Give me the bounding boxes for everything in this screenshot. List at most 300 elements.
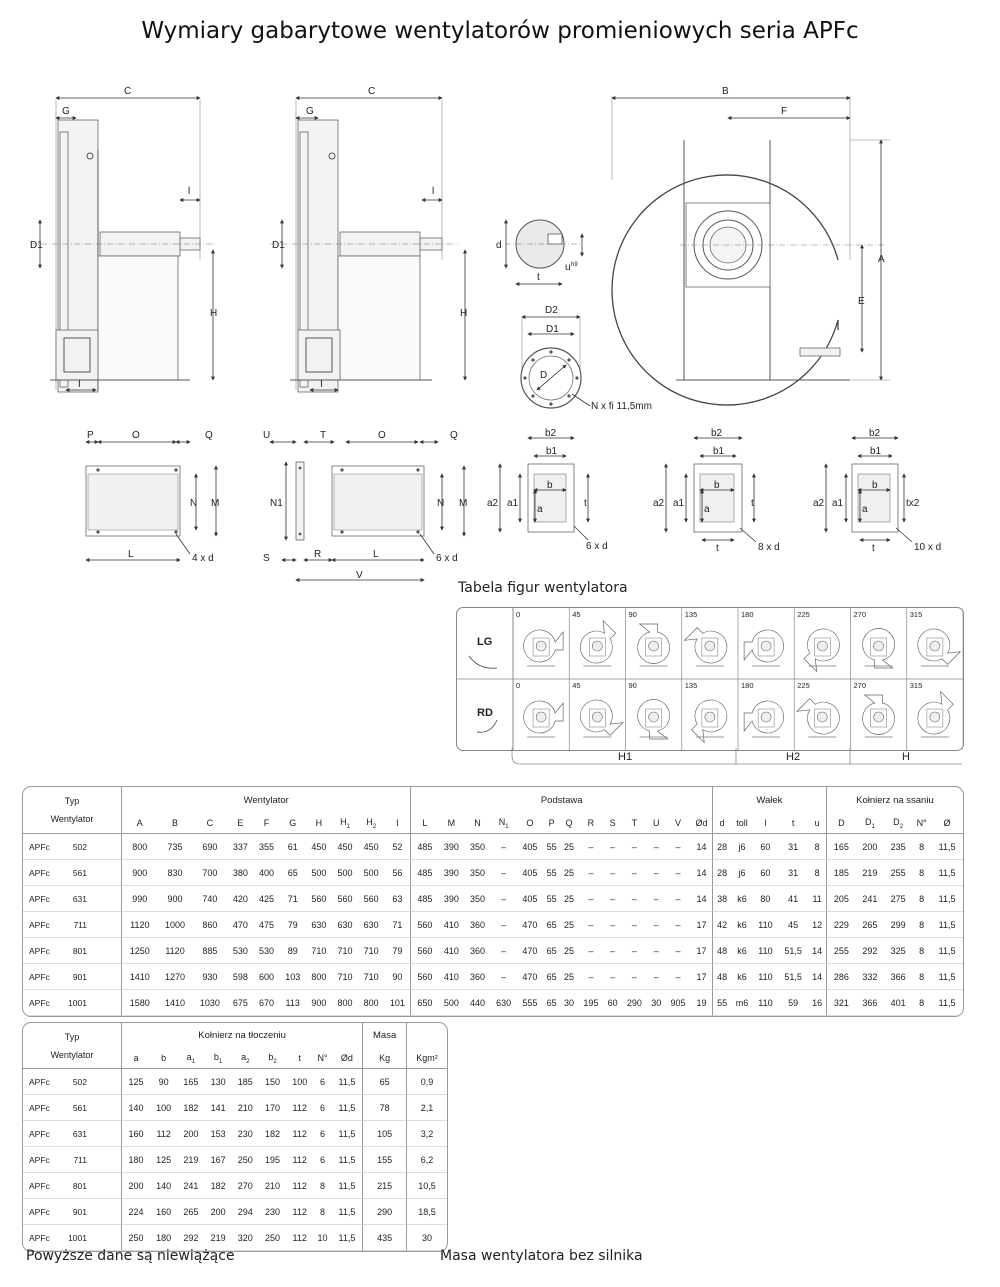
table-cell: 30 <box>406 1225 447 1251</box>
table-cell: 19 <box>691 990 712 1016</box>
table-cell: 630 <box>358 912 384 938</box>
table-cell: 1410 <box>158 990 193 1016</box>
table-cell: 200 <box>121 1173 150 1199</box>
table-cell: 182 <box>177 1095 204 1121</box>
page-title: Wymiary gabarytowe wentylatorów promieniowych seria APFc <box>141 18 859 44</box>
table-cell: 14 <box>691 860 712 886</box>
table-cell: k6 <box>731 964 753 990</box>
table-cell: 299 <box>884 912 912 938</box>
fan-orientation-icon <box>574 693 625 744</box>
table-cell: 401 <box>884 990 912 1016</box>
table-cell: 710 <box>358 964 384 990</box>
column-header: t <box>778 813 809 834</box>
table-cell: 630 <box>306 912 332 938</box>
label-C: C <box>124 86 132 97</box>
table-cell: k6 <box>731 938 753 964</box>
table-row <box>23 990 963 1016</box>
table-row <box>23 1173 447 1199</box>
angle-label: 270 <box>853 681 867 690</box>
table-cell: 8 <box>313 1199 331 1225</box>
table-cell: 0,9 <box>406 1069 447 1095</box>
table-cell: 112 <box>286 1173 313 1199</box>
table-cell: – <box>648 964 665 990</box>
table-cell: 11,5 <box>931 860 963 886</box>
table-cell: 12 <box>808 912 825 938</box>
angle-label: 90 <box>628 681 637 690</box>
table-cell: 255 <box>884 860 912 886</box>
table-row <box>23 834 963 860</box>
table-cell: 265 <box>177 1199 204 1225</box>
table-cell: 360 <box>464 912 490 938</box>
table-cell: – <box>491 834 517 860</box>
table-cell: 195 <box>259 1147 286 1173</box>
table-cell: – <box>604 886 621 912</box>
table-cell: 112 <box>286 1199 313 1225</box>
label-D1-2: D1 <box>272 240 285 251</box>
table-cell: 740 <box>192 886 227 912</box>
table-row <box>23 938 963 964</box>
label-R: R <box>314 549 322 560</box>
label-u-h9: h9 <box>571 262 578 268</box>
label-6xd-flange: 6 x d <box>586 541 608 552</box>
label-L: L <box>128 549 134 560</box>
row-type: APFc 502 <box>23 1069 121 1095</box>
label-t: t <box>537 272 540 283</box>
label-Nfi: N x fi 11,5mm <box>591 401 652 412</box>
table-cell: 185 <box>826 860 856 886</box>
table-cell: 235 <box>884 834 912 860</box>
angle-label: 315 <box>909 681 923 690</box>
angle-label: 315 <box>909 610 923 619</box>
table-cell: 337 <box>227 834 253 860</box>
table-cell: 292 <box>177 1225 204 1251</box>
column-header: Q <box>560 813 577 834</box>
table-cell: 420 <box>227 886 253 912</box>
table-cell: 255 <box>826 938 856 964</box>
table-cell: 555 <box>517 990 543 1016</box>
table-cell: 1120 <box>121 912 158 938</box>
table-cell: 71 <box>280 886 306 912</box>
table-cell: 8 <box>313 1173 331 1199</box>
table-cell: 1270 <box>158 964 193 990</box>
front-view <box>612 86 890 405</box>
table-cell: 110 <box>753 990 778 1016</box>
angle-label: 90 <box>628 610 637 619</box>
table-cell: 215 <box>362 1173 406 1199</box>
table-cell: 350 <box>464 834 490 860</box>
table-cell: 8 <box>912 938 931 964</box>
table-cell: 112 <box>286 1225 313 1251</box>
fan-orientation-icon <box>796 690 847 741</box>
angle-label: 135 <box>684 681 698 690</box>
table-cell: – <box>665 938 691 964</box>
label-t-flange: t <box>584 498 587 509</box>
table-cell: 990 <box>121 886 158 912</box>
figure-table-groups <box>456 748 962 770</box>
table-cell: 560 <box>306 886 332 912</box>
column-header: $H_2$ <box>358 813 384 834</box>
row-type: APFc 801 <box>23 938 121 964</box>
fan-orientation-icon <box>863 695 895 737</box>
table-cell: 90 <box>150 1069 177 1095</box>
table-cell: 440 <box>464 990 490 1016</box>
figure-table-grid <box>457 608 963 750</box>
row-type: APFc 631 <box>23 886 121 912</box>
table-cell: 125 <box>121 1069 150 1095</box>
table-cell: 710 <box>332 938 358 964</box>
table-row <box>23 860 963 886</box>
table-cell: 800 <box>332 990 358 1016</box>
table-cell: 48 <box>712 938 731 964</box>
label-H-2: H <box>460 308 468 319</box>
table-cell: 485 <box>410 886 438 912</box>
column-header: V <box>665 813 691 834</box>
label-b: b <box>547 480 553 491</box>
table-cell: 10 <box>313 1225 331 1251</box>
table-cell: – <box>578 834 604 860</box>
table-cell: 8 <box>912 886 931 912</box>
table-cell: 14 <box>808 964 825 990</box>
label-H: H <box>210 308 218 319</box>
table-cell: 900 <box>158 886 193 912</box>
fan-orientation-icon <box>683 619 734 670</box>
table-cell: 485 <box>410 860 438 886</box>
table-cell: 11,5 <box>332 1069 363 1095</box>
label-O: O <box>132 430 140 441</box>
fan-orientation-icon <box>574 619 625 670</box>
column-header: Ød <box>691 813 712 834</box>
table-cell: 11,5 <box>332 1199 363 1225</box>
table-cell: 530 <box>227 938 253 964</box>
table-cell: – <box>648 938 665 964</box>
table-cell: 200 <box>177 1121 204 1147</box>
fan-orientation-icon <box>524 701 563 737</box>
row-type: APFc 801 <box>23 1173 121 1199</box>
label-N: N <box>190 498 198 509</box>
table-cell: 930 <box>192 964 227 990</box>
column-header: $N_1$ <box>491 813 517 834</box>
figure-table <box>456 607 964 751</box>
table-cell: 332 <box>856 964 884 990</box>
table-cell: 79 <box>280 912 306 938</box>
group-kolnierz-ssanie: Kołnierz na ssaniu <box>826 787 963 813</box>
table-cell: 55 <box>712 990 731 1016</box>
table-cell: – <box>578 938 604 964</box>
table-cell: 195 <box>578 990 604 1016</box>
table-cell: 65 <box>543 990 560 1016</box>
table-cell: – <box>578 886 604 912</box>
table-cell: 6 <box>313 1121 331 1147</box>
table-cell: – <box>604 964 621 990</box>
table-cell: 470 <box>517 938 543 964</box>
table-cell: – <box>491 860 517 886</box>
table-cell: 180 <box>150 1225 177 1251</box>
label-b2-3: b2 <box>869 428 881 439</box>
label-b-2: b <box>714 480 720 491</box>
table-cell: 200 <box>204 1199 231 1225</box>
label-a2-3: a2 <box>813 498 825 509</box>
table-cell: 405 <box>517 886 543 912</box>
table-cell: 350 <box>464 886 490 912</box>
label-b1: b1 <box>546 446 558 457</box>
label-A: A <box>878 254 885 265</box>
table-cell: 25 <box>560 886 577 912</box>
row-type: APFc 901 <box>23 964 121 990</box>
table-cell: – <box>604 938 621 964</box>
table-cell: 400 <box>253 860 279 886</box>
table-cell: 450 <box>306 834 332 860</box>
technical-drawings <box>0 60 1000 590</box>
table-cell: j6 <box>731 834 753 860</box>
column-header: S <box>604 813 621 834</box>
table-cell: k6 <box>731 886 753 912</box>
table-cell: – <box>491 886 517 912</box>
table-cell: 435 <box>362 1225 406 1251</box>
label-G: G <box>62 106 70 117</box>
table-cell: 6 <box>313 1069 331 1095</box>
table-cell: 79 <box>384 938 410 964</box>
typ-header-2-line2: Wentylator <box>50 1049 94 1060</box>
table-cell: 110 <box>753 912 778 938</box>
table-cell: 560 <box>410 912 438 938</box>
group-masa: Masa <box>362 1023 406 1048</box>
mass-note: Masa wentylatora bez silnika <box>440 1248 643 1264</box>
fan-orientation-icon <box>638 700 670 739</box>
table-cell: 219 <box>856 860 884 886</box>
table-cell: 290 <box>362 1199 406 1225</box>
label-a1: a1 <box>507 498 519 509</box>
table-cell: 89 <box>280 938 306 964</box>
table-cell: 140 <box>121 1095 150 1121</box>
table-cell: 11,5 <box>332 1121 363 1147</box>
table-cell: – <box>578 860 604 886</box>
table-cell: 14 <box>691 886 712 912</box>
column-header: G <box>280 813 306 834</box>
label-D1-flange: D1 <box>546 324 559 335</box>
table-cell: 42 <box>712 912 731 938</box>
label-F: F <box>781 106 788 117</box>
table-cell: 1410 <box>121 964 158 990</box>
table-cell: 200 <box>856 834 884 860</box>
table-cell: 1000 <box>158 912 193 938</box>
row-type: APFc 1001 <box>23 1225 121 1251</box>
table-cell: 450 <box>358 834 384 860</box>
table-cell: 11,5 <box>332 1225 363 1251</box>
label-I-2: I <box>320 379 323 390</box>
label-N-2: N <box>437 498 445 509</box>
table-cell: – <box>648 834 665 860</box>
label-a2-2: a2 <box>653 498 665 509</box>
table-cell: 8 <box>912 860 931 886</box>
table-cell: 530 <box>253 938 279 964</box>
table-cell: 8 <box>912 834 931 860</box>
table-cell: – <box>648 912 665 938</box>
disclaimer-note: Powyższe dane są niewiążące <box>26 1248 235 1264</box>
typ-header-2 <box>23 1023 121 1069</box>
table-cell: 670 <box>253 990 279 1016</box>
column-header: N <box>464 813 490 834</box>
table-cell: 11,5 <box>332 1095 363 1121</box>
table-cell: 1120 <box>158 938 193 964</box>
table-cell: 113 <box>280 990 306 1016</box>
table-cell: 11,5 <box>931 938 963 964</box>
table-cell: 160 <box>121 1121 150 1147</box>
table-cell: 250 <box>259 1225 286 1251</box>
table-cell: 180 <box>121 1147 150 1173</box>
table-cell: 55 <box>543 886 560 912</box>
label-I: I <box>78 379 81 390</box>
table-cell: 8 <box>808 860 825 886</box>
table-cell: 25 <box>560 860 577 886</box>
column-header: N° <box>912 813 931 834</box>
table-cell: 325 <box>884 938 912 964</box>
table-cell: 167 <box>204 1147 231 1173</box>
table-cell: 224 <box>121 1199 150 1225</box>
table-cell: 265 <box>856 912 884 938</box>
column-header: Ød <box>332 1048 363 1069</box>
table-cell: 60 <box>604 990 621 1016</box>
label-Q: Q <box>205 430 213 441</box>
table-cell: 800 <box>358 990 384 1016</box>
fan-orientation-icon <box>638 624 670 666</box>
table-cell: 360 <box>464 964 490 990</box>
table-cell: 100 <box>286 1069 313 1095</box>
group-H2: H2 <box>786 751 801 763</box>
table-cell: 11,5 <box>931 964 963 990</box>
table-cell: 11,5 <box>931 912 963 938</box>
table-cell: 155 <box>362 1147 406 1173</box>
table-cell: 650 <box>410 990 438 1016</box>
table-cell: m6 <box>731 990 753 1016</box>
column-header: $b_2$ <box>259 1048 286 1069</box>
table-row <box>23 912 963 938</box>
table-cell: 1030 <box>192 990 227 1016</box>
table-row <box>23 886 963 912</box>
outlet-flange-3 <box>813 428 941 554</box>
label-t-flange-2: t <box>751 498 754 509</box>
angle-label: 135 <box>684 610 698 619</box>
label-l-2: l <box>432 186 435 197</box>
table-cell: 110 <box>753 938 778 964</box>
label-D2: D2 <box>545 305 558 316</box>
group-H: H <box>902 751 910 763</box>
typ-header <box>23 787 121 834</box>
typ-header-line2: Wentylator <box>50 814 94 824</box>
group-kolnierz-tloczenie: Kołnierz na tłoczeniu <box>121 1023 362 1048</box>
label-b2: b2 <box>545 428 557 439</box>
table-cell: – <box>621 912 647 938</box>
table-cell: 390 <box>438 834 464 860</box>
column-header: O <box>517 813 543 834</box>
dimensions-table <box>22 786 964 1017</box>
angle-label: 45 <box>572 610 581 619</box>
label-Q-2: Q <box>450 430 458 441</box>
table-cell: 59 <box>778 990 809 1016</box>
label-V: V <box>356 570 363 581</box>
table-cell: 1580 <box>121 990 158 1016</box>
table-cell: 900 <box>121 860 158 886</box>
column-header: T <box>621 813 647 834</box>
table-cell: 470 <box>227 912 253 938</box>
label-tx2: tx2 <box>906 498 920 509</box>
table-cell: 405 <box>517 834 543 860</box>
table-cell: 230 <box>259 1199 286 1225</box>
column-header: $H_1$ <box>332 813 358 834</box>
label-E: E <box>858 296 865 307</box>
row-type: APFc 631 <box>23 1121 121 1147</box>
table-cell: 65 <box>543 912 560 938</box>
label-L-2: L <box>373 549 379 560</box>
label-a2: a2 <box>487 498 499 509</box>
table-cell: 112 <box>150 1121 177 1147</box>
table-cell: 125 <box>150 1147 177 1173</box>
label-O-2: O <box>378 430 386 441</box>
table-cell: 165 <box>826 834 856 860</box>
table-cell: 11 <box>808 886 825 912</box>
table-cell: j6 <box>731 860 753 886</box>
table-cell: 31 <box>778 860 809 886</box>
table-cell: 500 <box>332 860 358 886</box>
table-cell: 60 <box>753 860 778 886</box>
row-type: APFc 561 <box>23 1095 121 1121</box>
table-cell: 8 <box>808 834 825 860</box>
table-row <box>23 1147 447 1173</box>
column-header: U <box>648 813 665 834</box>
table-cell: 690 <box>192 834 227 860</box>
column-header: C <box>192 813 227 834</box>
label-S: S <box>263 553 270 564</box>
label-8xd: 8 x d <box>758 542 780 553</box>
table-cell: 355 <box>253 834 279 860</box>
table-cell: 51,5 <box>778 964 809 990</box>
table-cell: – <box>604 860 621 886</box>
table-cell: 485 <box>410 834 438 860</box>
table-cell: – <box>578 964 604 990</box>
table-cell: 241 <box>856 886 884 912</box>
table-cell: 366 <box>856 990 884 1016</box>
table-cell: 210 <box>259 1173 286 1199</box>
column-header: N° <box>313 1048 331 1069</box>
table-cell: 8 <box>912 964 931 990</box>
table-cell: 55 <box>543 860 560 886</box>
table-cell: 41 <box>778 886 809 912</box>
label-t-bottom-2: t <box>716 543 719 554</box>
table-row <box>23 1199 447 1225</box>
column-header: $a_2$ <box>232 1048 259 1069</box>
table-cell: 112 <box>286 1095 313 1121</box>
label-a-2: a <box>704 504 710 515</box>
table-cell: 6 <box>313 1095 331 1121</box>
table-cell: – <box>665 886 691 912</box>
table-cell: 366 <box>884 964 912 990</box>
column-header: l <box>753 813 778 834</box>
label-U: U <box>263 430 271 441</box>
table-cell: 250 <box>121 1225 150 1251</box>
table-cell: 2,1 <box>406 1095 447 1121</box>
table-cell: 65 <box>280 860 306 886</box>
table-row <box>23 1095 447 1121</box>
table-cell: 105 <box>362 1121 406 1147</box>
table-cell: 900 <box>306 990 332 1016</box>
table-cell: 500 <box>358 860 384 886</box>
column-header: $a_1$ <box>177 1048 204 1069</box>
table-cell: – <box>491 964 517 990</box>
table-cell: 80 <box>753 886 778 912</box>
table-cell: 885 <box>192 938 227 964</box>
table-cell: 110 <box>753 964 778 990</box>
label-a-3: a <box>862 504 868 515</box>
table-cell: 700 <box>192 860 227 886</box>
